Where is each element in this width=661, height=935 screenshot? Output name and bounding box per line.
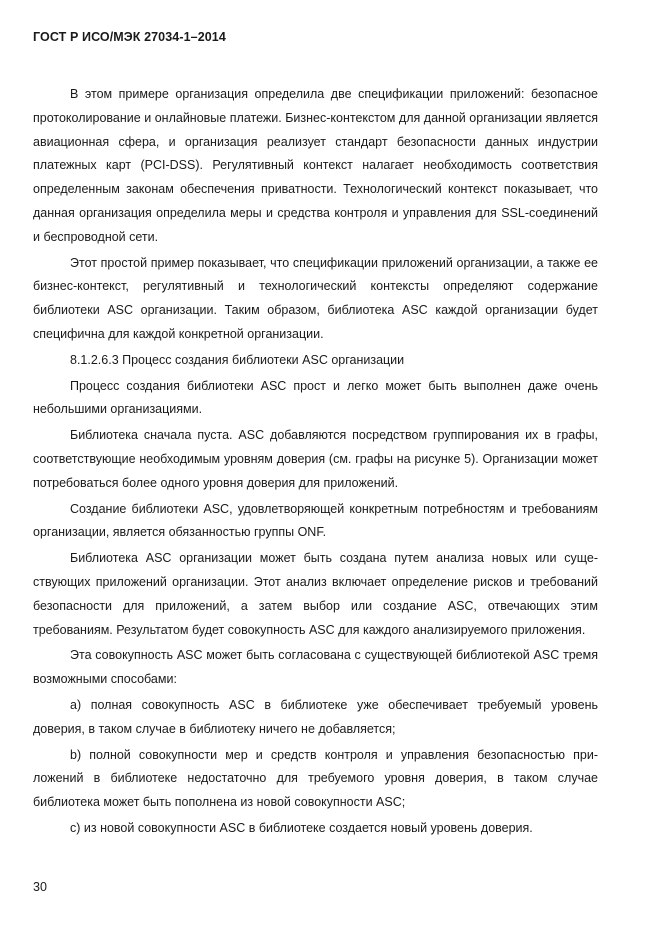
section-heading: 8.1.2.6.3 Процесс создания библиотеки ASC организации xyxy=(70,352,405,367)
paragraph-reconciliation: Эта совокупность ASC может быть согласована с существующей библиотекой ASC тремя возможными способами: xyxy=(33,648,598,687)
paragraph-library-empty: Библиотека сначала пуста. ASC добавляются посредством группирования их в графы, соответствующие необходимым уровням доверия (см. графы на рисунке 5). Организации может потребоваться более одного уровня доверия для приложений. xyxy=(33,428,598,490)
paragraph-example-summary: Этот простой пример показывает, что спецификации приложений организации, а также ее бизнес-контекст, регулятивный и технологический контексты определяют содержание библиотеки ASC организации. Таким образом, библиотека ASC каждой организации будет специфична для каждой конкретной организации. xyxy=(33,255,598,341)
document-header: ГОСТ Р ИСО/МЭК 27034-1–2014 xyxy=(33,30,226,44)
paragraph-process: Процесс создания библиотеки ASC прост и легко может быть выполнен даже очень небольшими организациями. xyxy=(33,378,598,417)
list-item-b: b) полной совокупности мер и средств контроля и управления безопасностью приложений в библиотеке недостаточно для требуемого уровня доверия, в таком случае библиотека может быть пополнена из новой совокупности ASC; xyxy=(33,747,598,810)
paragraph-analysis: Библиотека ASC организации может быть создана путем анализа новых или существующих приложений организации. Этот анализ включает определение рисков и требований безопасности для приложений, а затем выбор или создание ASC, отвечающих этим требованиям. Результатом будет совокупность ASC для каждого анализируемого приложения. xyxy=(33,551,598,637)
list-item-c: c) из новой совокупности ASC в библиотеке создается новый уровень доверия. xyxy=(70,820,533,835)
page-body xyxy=(33,83,598,843)
list-item-a: a) полная совокупность ASC в библиотеке уже обеспечивает требуемый уровень доверия, в таком случае в библиотеку ничего не добавляется; xyxy=(33,697,598,736)
paragraph-example: В этом примере организация определила две спецификации приложений: безопасное протоколирование и онлайновые платежи. Бизнес-контекстом для данной организации является авиационная сфера, и организация реализует стандарт безопасности данных индустрии платежных карт (PCI-DSS). Регулятивный контекст налагает необходимость соответствия определенным законам обеспечения приватности. Технологический контекст показывает, что данная организация определила меры и средства контроля и управления для SSL-соединений и беспроводной сети. xyxy=(33,87,598,244)
page-number: 30 xyxy=(33,880,47,894)
paragraph-onf: Создание библиотеки ASC, удовлетворяющей конкретным потребностям и требованиям организации, является обязанностью группы ONF. xyxy=(33,501,598,540)
